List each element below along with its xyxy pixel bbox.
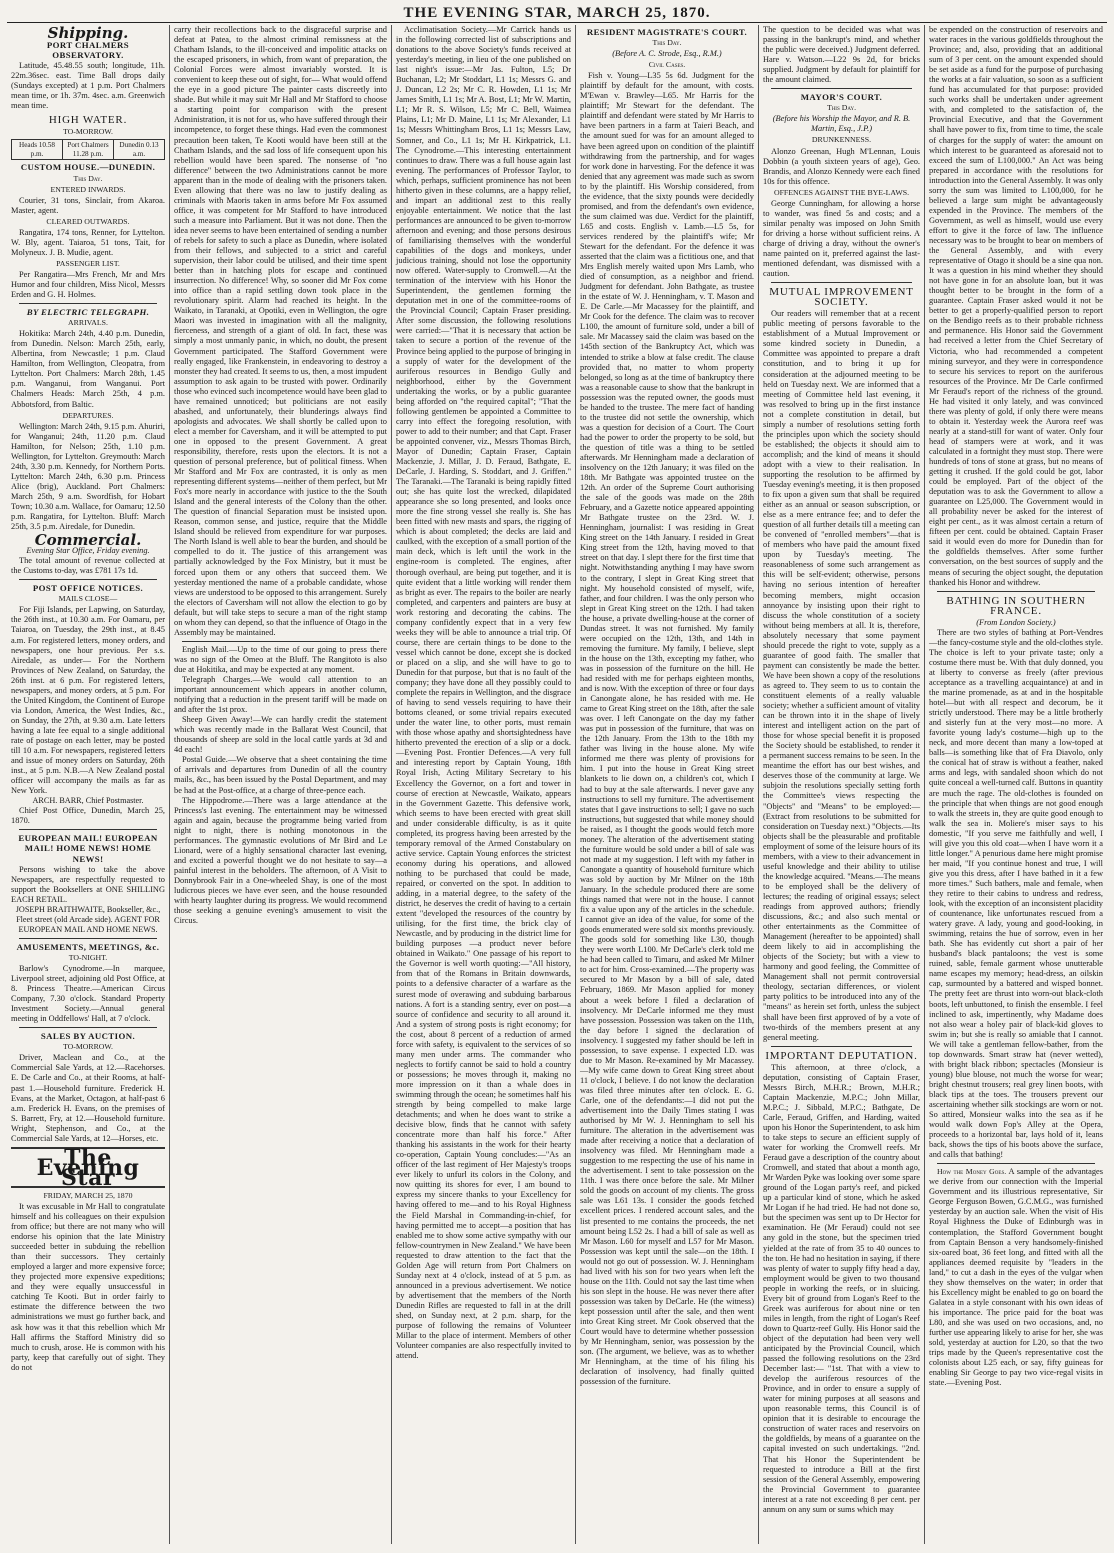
european-mail-text: Persons wishing to take the above Newspapers, are respectfully requested to support the Booksellers at ONE SHILLING EACH RETAIL. [11,864,165,904]
bylaws-heading: OFFENCES AGAINST THE BYE-LAWS. [773,187,910,197]
entered-text: Courier, 31 tons, Sinclair, from Akaroa. Master, agent. [11,195,165,215]
observatory-text: Latitude, 45.48.55 south; longitude, 11h. 22m.36sec. east. Time Ball drops daily (Sundays excepted) at 1 p.m. Port Chalmers mean time, or 1h. 37m. 4sec. a.m. Greenwich mean time. [11,61,165,111]
passenger-heading: PASSENGER LIST. [56,258,120,268]
column-6 [925,25,1107,1544]
deputation-heading: IMPORTANT DEPUTATION. [765,1049,918,1062]
post-office-sub: MAILS CLOSE— [58,594,118,604]
column-1 [7,25,170,1544]
european-mail-heading: EUROPEAN MAIL! EUROPEAN MAIL! HOME NEWS! HOME NEWS! [18,833,158,864]
observatory-heading: PORT CHALMERS OBSERVATORY. [46,40,130,61]
leader-continued: carry their recollections back to the disgraceful surprise and defeat at Patea, to the almost criminal remissness at the Chatham Islands, to the ill-conceived and impolitic attacks on the escaped prisoners, in which, from want of preparation, the Colonial Forces were almost invariably worsted. It is convenient to keep these out of sight, for— What would offend the eye in a good picture The painter casts discreetly into shade. But while it may suit Mr Hall and Mr Stafford to choose a starting point for comparison with the present Administration, it is not for us, who have suffered through their incompetence, to forget these things. Had even the commonest precaution been taken, Te Kooti would have been still at the Chatham Islands, and the sad loss of life consequent upon his rebellion would have been spared. The nonsense of "no difference" between the two Administrations cannot be more apparent than in the mode of dealing with the prisoners taken. Even allowing that there was no law to justify dealing as criminals with Maoris taken in arms before Mr Fox assumed office, it was competent for Mr Stafford to have introduced such a measure into Parliament. But it was not done. Then the idea never seems to have been entertained of sending a number of rebels for safety to such a place as Dunedin, where isolated from their fellows, and subjected to a strict and careful supervision, their labor could be utilised, and their time spent better than in hatching plots for escape and continued insurrection. No difference! Why, so sooner did Mr Fox come into office than a rapid settling down took place in the revolutionary spirit. Alarm had reached its height. In the Waikato, in Taranaki, at Opotiki, even in Wellington, the ogre Maori was invested in imagination with all the malignity, fierceness, and strength of a giant of old. In fact, these was simply a most unmanly panic, in which, no doubt, the present Government participated. The Stafford Government were really engaged, like Frankenstein, in endeavoring to destroy a monster they had created. It seems to us, then, a most impudent assumption to ask again to be trusted with power. Ordinarily those who evinced such incompetence would have been glad to have remained unnoticed; but politicians are not easily abashed, and unfortunately, their blunderings always find apologists and advocates. We shall shortly be called upon to elect a member for Caversham, and it will be attempted to put one in opposed to the present Government. A great responsibility, therefore, rests upon the electors. It is not a question of personal preference, but of political fitness. When Mr Stafford and Mr Fox are contrasted, it is only as men representing different systems—neither of them perfect, but Mr Fox's more nearly in accordance with justice to the the South Island and the general interests of the Colony than the other. The question of financial Separation must be insisted upon. Reason, common sense, and justice, require that the Middle Island should be relieved from expenditure for war purposes. The North Island is well able to bear the burden, and should be compelled to do it. The justice of this arrangement was partially acknowledged by the Fox Ministry, but it must be forced upon them or any others that succeed them. We yesterday mentioned the name of a probable candidate, whose views are understood to be opposed to this arrangement. Surely the electors of Caversham will not allow the election to go by default, but will take steps to secure a man of the right stamp on whom they can depend, so that the influence of Otago in the Assembly may be maintained. [174,25,387,637]
sales-text: Driver, Maclean and Co., at the Commercial Sale Yards, at 12.—Racehorses. E. De Carle and Co., at their Rooms, at half-past 1.—Household furniture. Frederick H. Evans, at the Market, Octagon, at half-past 6 a.m. Frederick H. Evans, on the premises of S. Barrett, Fry, at 12.—Household furniture. Wright, Stephenson, and Co., at the Commercial Sale Yards, at 12—Horses, etc. [11,1053,165,1143]
deputation-text: This afternoon, at three o'clock, a deputation, consisting of Captain Fraser, Messrs Birch, M.H.R.; Brown, M.H.R.; Captain Mackenzie, M.P.C.; John Millar, M.P.C.; J. Sibbald, M.P.C.; Bathgate, De Carle, Feraud, Griffen, and Harding, waited upon his Honor the Superintendent, to ask him to take steps to secure an efficient supply of water for working the Cromwell reefs. Mr Feraud gave a description of the country about Cromwell, and stated that about a month ago, Mr Warden Pyke was looking over some spare ground of the Logan party's reef, and picked up a particular kind of stone, which he asked Mr Logan if he had tried. He had not done so, but the specimen was sent up to Dr Hector for examination. He (Mr Feraud) could not see any gold in the stone, but the specimen tried yielded at the rate of from 35 to 40 ounces to the ton. He had no hesitation in saying, if there was plenty of water to supply fifty head a day, employment would be given to two thousand people in working the reefs, or in sluicing. Every bit of ground from Logan's Reef to the Greek was auriferous for about nine or ten miles in length, from the right of Logan's Reef down to Quartz-reef Gully. His Honor said the object of the deputation had been very well anticipated by the Provincial Council, which passed the following resolutions on the 23rd December last:— "1st. That with a view to develop the auriferous resources of the Province, and in order to ensure a supply of water for mining purposes at all seasons and upon reasonable terms, this Council is of opinion that it is desirable to encourage the construction of water races and reservoirs on the goldfields, by means of a guarantee on the capital invested on such undertakings. "2nd. That his Honor the Superintendent be requested to introduce a Bill at the first session of the General Assembly, empowering the Provincial Government to guarantee interest at a rate not exceeding 8 per cent. per annum on any sum or sums which may [763,1062,920,1514]
leader-text: It was excusable in Mr Hall to congratulate himself and his colleagues on their expulsion from office; but there are not many who will endorse his opinion that the late Ministry succeeded better in subduing the rebellion than their successors. They certainly employed a larger and more expensive force; they projected more expensive expeditions; and they were equally unsuccessful in catching Te Kooti. But in order fairly to estimate the difference between the two administrations we must go further back, and ask how was it that this rebellion which Mr Hall affirms the Stafford Ministry did so much to crush, arose. He is common with his party, keep that carefully out of sight. They do not [11,1201,165,1372]
departures-heading: DEPARTURES. [62,410,114,420]
customs-sub: This Day. [73,173,103,183]
mayor-court-before: (Before his Worship the Mayor, and R. B. Martin, Esq., J.P.) [772,114,911,134]
english-mail-item: English Mail.—Up to the time of our going to press there was no sign of the Omeo at the Bluff. The Rangitoto is also due at Hokitika, and may be expected at any moment. [174,644,387,674]
mutual-improvement-text: Our readers will remember that at a recent public meeting of persons favorable to the establishment of a Mutual Improvement or some kindred society in Dunedin, a Committee was appointed to prepare a draft constitution, and to bring it up for consideration at the adjourned meeting to be held on Tuesday next. We are informed that a meeting of Committee held last evening, it was resolved to bring up in the first instance not a complete constitution in detail, but simply a number of resolutions setting forth the principles upon which the society should be established; the objects it should aim to accomplish; and the kind of means it should adopt with a view to their realisation. In supporting the resolution to be affirmed by Tuesday evening's meeting, it is then proposed to fix upon a given sum that shall be required either as an annual or season subscription, or else as a mere entrance fee; and to defer the question of all further details till a meeting can be convened of "enrolled members"—that is of members who have paid the amount fixed upon by Tuesday's meeting. The reasonableness of some such arrangement as this will be self-evident; otherwise, persons having no serious intention of hereafter becoming members, might occasion annoyance by insisting upon their right to discuss the whole constitution of a society without being members at all. It is, therefore, absolutely necessary that some payment should precede the right to vote, supply as a guarantee of good faith. The smaller that payment can consistently be made the better. We have been shown a copy of the resolutions as agreed to. They seem to us to contain the constituent elements of a really valuable society; whether a sufficient amount of vitality can be thrown into it in the shape of lively interest and intelligent action on the part of those for whose special benefit it is proposed the Society should be established, to render it a permanent success remains to be seen. In the meantime the effort has our best wishes, and deserves those of the community at large. We subjoin the resolutions specially setting forth the Committee's views respecting the "Objects" and "Means" to be employed:— (Extract from resolutions to be submitted for consideration on Tuesday next.) "Objects.—Its objects shall be the pleasurable and profitable employment of some of the leisure hours of its members, with a view to their advancement in useful knowledge and their ability to utilise the knowledge acquired. "Means.—The means to be employed shall be the delivery of lectures; the reading of original essays; select readings from approved authors; friendly discussions, &c.; and also such mental or other entertainments as the Committee of Management (hereafter to be appointed) shall deem likely to aid in accomplishing the objects of the Society; but with a view to harmony and good feeling, the Committee of Management shall not permit controversial theology, sectarian differences, or violent party politics to be introduced into any of the "means" as herein set forth, unless the subject shall have been first approved of by a vote of two-thirds of the members present at any general meeting. [763,309,920,1042]
bylaws-text: George Cunningham, for allowing a horse to wander, was fined 5s and costs; and a similar penalty was imposed on John Smith for driving a horse without sufficient reins. A charge of driving a dray, without the owner's name painted on it, preferred against the last-mentioned defendant, was dismissed with a caution. [763,198,920,279]
post-office-date: Chief Post Office, Dunedin, March 25, 1870. [11,806,165,826]
columns [7,25,1107,1544]
rm-court-text: Fish v. Young—L35 5s 6d. Judgment for the plaintiff by default for the amount, with costs. M'Ewan v. Brawley—L65. Mr Harris for the plaintiff; Mr Stewart for the defendant. The plaintiff and defendant were stated by Mr Harris to have been partners in a farm at Taieri Beach, and the amount sued for was for an amount alleged to have been agreed upon on condition of the plaintiff withdrawing from the partnership, and for wages for work done in harvesting. For the defence it was denied that any agreement was made such as sworn to by the plaintiff. His Worship considered, from the evidence, that the sixty pounds were decidedly promised, and from the defendant's own evidence, the sum claimed was due. Verdict for the plaintiff, L65 and costs. English v. Lamb.—L5 5s, for services rendered by the plaintiff's wife; Mr Stewart for the defendant. For the defence it was asserted that the claim was a fictitious one, and that Mrs English merely waited upon Mrs Lamb, who died of consumption, as a neighbor and friend. Judgment for defendant. John Bathgate, as trustee in the estate of W. J. Henningham, v. T. Mason and E. De Carle.—Mr Macassey for the plaintiff, and Mr Cook for the defence. The claim was to recover L100, the amount of furniture sold, under a bill of sale. Mr Macassey said the claim was based on the 145th section of the Bankruptcy Act, which was intended to strike a blow at false credit. The clause provided that, no matter to whom property belonged, so long as at the time of bankruptcy there was a reasonable cause to show that the bankrupt in possession was the reputed owner, the goods must be handed to the trustee. The mere fact of handing to the trustee did not settle the ownership, which was a question for decision of a Court. The Court had the power to order the property to be sold, but the question of title was a thing to be settled afterwards. Mr Henningham made a declaration of insolvency on the 12th January; it was filed on the 18th. Mr Bathgate was appointed trustee on the 12th. An order of the Supreme Court authorising the sale of the goods was made on the 28th February, and a Gazette notice appeared appointing Mr Bathgate trustee on the 23rd. W. J. Henningham, journalist: I was residing in Great King street on the 14th January. I resided in Great King street from the 12th, having moved to that street on that day. I slept there for the first time that night. Notwithstanding anything I may have sworn to the contrary, I slept in Great King street that night. My household consisted of myself, wife, father, and four children. I was the only person who slept in Great King street on the 12th. I had taken the house, a private dwelling-house at the corner of Dundas street. It was not furnished. My family were occupied on the 12th, 13th, and 14th in removing the furniture. My family, I believe, slept in the house on the 13th, excepting my father, who was in possession of the furniture on the hill. He had resided with me for perhaps eighteen months, and is now. With the exception of three or four days in Canongate alone, he has resided with me. He came to Great King street on the 18th, after the sale was over. I left Canongate on the day my father was put in possession of the furniture, that was on the 12th January. From the 13th to the 18th my father was living in the house alone. My wife informed me there was plenty of provisions for him. I put into the house in Great King street blankets to lie down on, a children's cot, which I had to buy at the sale afterwards. I never gave any instructions to sell my furniture. The advertisement states that I gave instructions to sell; I gave no such instructions, but suggested that while money should be raised, as I thought the goods would fetch more money. The alteration of the advertisement stating the furniture would be sold under a bill of sale was not made at my suggestion. I left with my father in Canongate a quantity of household furniture which was sold by auction by Mr Milner on the 18th January. In the schedule produced there are some things named that were not in the house. I cannot fix a value upon any of the articles in the schedule. I cannot give an idea of the value, for some of the goods enumerated were sold six months previously. The goods sold for something like L30, though they were worth L100. Mr DeCarle's clerk told me he had been called to Timaru, and asked Mr Milner to act for him. Cross-examined.—The property was secured to Mr Mason by a bill of sale, dated February, 1869. Mr Mason applied for money about a week before I filed a declaration of insolvency. Mr DeCarle informed me they must have possession. Possession was taken on the 11th, the day before I signed the declaration of insolvency. I suggested my father should be left in possession, to save expense. I expected I.D. was due to Mr Mason. Re-examined by Mr Macassey.—My wife came down to Great King street about 11 o'clock, I believe. I do not know the declaration was filed three minutes after ten o'clock. E. G. Carle, one of the defendants:—I did not put the advertisement into the Daily Times stating I was authorised by Mr W. J. Henningham to sell his furniture. The alteration in the advertisement was made after receiving a notice that a declaration of insolvency was filed. Mr Henningham made a suggestion to me respecting the use of his name in the advertisement. I sent to take possession on the 11th. I was there once before the sale. Mr Milner sold the goods on account of my clients. The gross sale was L61 13s. I consider the goods fetched excellent prices. I rendered account sales, and the list presented to me contains the proceeds, the net amount being L52 2s. I had a bill of sale as well as Mr Mason. L60 for myself and L57 for Mr Mason. Possession was kept until the sale—on the 18th. I would not go out of possession. W. J. Henningham had lived with his son for two years when left the house on the 11th. Could not say the last time when his son slept in the house. He was never there after possession was taken by DeCarle. He (the witness) kept possession until after the sale, and then went into Great King street. Mr Cook observed that the Court would have to determine whether possession by Mr Henningham, senior, was possession by the son. (The argument, we believe, was as to whether Mr Henningham, at the time of his filing his declaration of insolvency, had finally quitted possession of the furniture. [580,71,754,1387]
braithwaite-advert: JOSEPH BRAITHWAITE, Bookseller, &c., Fleet street (old Arcade side). AGENT FOR EUROPEAN MAIL AND HOME NEWS. [15,904,161,934]
divider [19,829,157,830]
rm-court-sub: This Day. [652,38,682,48]
commercial-sub: Evening Star Office, Friday evening. [26,546,150,556]
telegraph-heading: BY ELECTRIC TELEGRAPH. [26,307,150,318]
rm-court-before: (Before A. C. Strode, Esq., R.M.) [612,49,722,59]
column-4 [576,25,759,1544]
page-masthead: THE EVENING STAR, MARCH 25, 1870. [7,4,1107,23]
commercial-title: Commercial. [34,531,142,550]
local-news-text: Acclimatisation Society.—Mr Carrick hands us in the following corrected list of subscriptions and donations to the above Society's funds received at yesterday's meeting, in lieu of the one published on last night's issue:—Mr Jas. Fulton, L5; Dr Buchanan, L2; Mr Stoddart, L1 1s; Messrs G. and J. Duncan, L2 2s; Mr C. R. Howden, L1 1s; Mr James Smith, L1 1s; Mr A. Bost, L1; Mr W. Martin, L1; Mr R. S. Wilson, L5; Mr C. Bell, Waimea Plains, L1; Mr D. Maine, L1 1s; Mr Alexander, L1 1s; Messrs Whittingham Bros, L1 1s; Messrs Law, Somner, and Co., L1 1s; Mr H. Kirkpatrick, L1. The Cynodrome.—This interesting entertainment continues to draw. There was a full house again last evening. The performances of Professor Taylor, to which, perhaps, sufficient prominence has not been hitherto given in these columns, are a happy relief, and impart an additional zest to this really enjoyable entertainment. We notice that the last performances are announced to be given to-morrow afternoon and evening; and those persons desirous of familiarising themselves with the wonderful capabilities of the dogs and monkeys, under judicious training, should not lose the opportunity now offered. Water-supply to Cromwell.—At the termination of the interview with his Honor the Superintendent, the gentlemen forming the deputation met in one of the committee-rooms of the Provincial Council; Captain Fraser presiding. After some discussion, the following resolutions were carried:—"That it is necessary that action be taken to secure a portion of the revenue of the Province being applied to the purpose of bringing in a supply of water for the development of the auriferous resources in Bendigo Gully and neighborhood, either by the Government undertaking the works, or by a public guarantee being afforded on "the required capital"; "That the following gentlemen be appointed a Committee to carry into effect the foregoing resolution, with power to add to their number; and that Capt. Fraser be appointed convener, viz., Messrs Thomas Birch, Mayor of Dunedin; Captain Fraser, Captain Mackenzie, J. Millar, J. D. Feraud, Bathgate, E. DeCarle, J. Harding, S. Stoddart, and J. Griffen." The Taranaki.—The Taranaki is being rapidly fitted out; she has quite lost the wrecked, dilapidated appearance she so long presented, and looks once more the fine strong vessel she really is. She has been fitted with new masts and spars, the rigging of which is about completed; the decks are laid and caulked, with the exception of a small portion of the main deck, which is left until the work in the engine-room is completed. The engines, after thorough overhaul, are being put together, and it is quite evident that a little working will render them as bright as ever. The repairs to the boiler are nearly completed, and carpenters and painters are busy at work restoring and decorating the cabins. The company confidently expect that in a very few weeks they will be able to announce a trial trip. Of course, there are certain things to be done to the vessel which cannot be done, except she is docked or placed on a slip, and she will have to go to Dunedin for that purpose, but that is no fault of the company; they have done all they possibly could to complete the repairs in Wellington, and the disgrace of having to send vessels requiring to have their bottoms cleaned, or some trivial repairs executed under the water line, to other ports, must remain with those whose apathy and shortsightedness have hitherto prevented the erection of a slip or a dock.—Evening Post. Frontier Defences.—A very full and interesting report by Captain Young, 18th Royal Irish, Acting Military Secretary to his Excellency the Governor, on a fort and tower in course of erection at Newcastle, Waikato, appears in the Government Gazette. This defensive work, which seems to have been erected with great skill and under considerable difficulty, is as it quite completed, its progress having been arrested by the temporary removal of the Armed Constabulary on active service. Captain Young enforces the strictest economy during his operations, and allowed nothing to be purchased that could be made, repaired, or converted on the spot. In addition to adding, in a material degree, to the safety of the district, he deserves the credit of having to a certain extent "developed the resources of the country by utilising, for the first time, the brick clay of Newcastle, and by producing in the district lime for building purposes —a product never before obtained in Waikato." One passage of his report to the Governor is well worth quoting:—"All history, from that of the Romans in Britain downwards, points to a defensive character of a warfare as the surest mode of overawing and subduing barbarous nations. A fort is a standing sentry, ever on post—a source of confidence and security to all around it. And a system of strong posts is right economy; for the cost, about 8 percent of a reduction of armed force with safety, is equivalent to the services of so many men under arms. The commander who neglects to fortify cannot be said to hold a country or possessions; he moves through it, making no more impression on it than a whale does in swimming through the ocean; he sometimes half his strength by being compelled to make large detachments; and when he does want to strike a decisive blow, finds that he cannot with safety concentrate more than half his force." After thanking his assistants in the work for their hearty co-operation, Captain Young concludes:—"As an officer of the last regiment of Her Majesty's troops ever likely to unfurl its colors in the Colony, and now quitting its shores for ever, I am bound to express my sincere thanks to your Excellency for having offered to me—and to his Royal Highness the Field Marshal in Commanding-in-chief, for having permitted me to accept—a position that has enabled me to show some active sympathy with our fellow-countrymen in New Zealand." We have been requested to draw attention to the fact that the Golden Age will return from Port Chalmers on Sunday next at 4 o'clock, instead of at 5 p.m. as announced in a previous advertisement. We notice by advertisement that the members of the North Dunedin Rifles are requested to fall in at the drill shed, on Sunday next, at 2 p.m. sharp, for the purpose of following the remains of Volunteer Millar to the place of interment. Members of other Volunteer companies are also respectfully invited to attend. [396,25,571,1361]
money-text: A sample of the advantages we derive from our connection with the Imperial Government and its illustrious representative, Sir George Ferguson Bowen, G.C.M.G., was furnished yesterday by an auction sale. When the visit of His Royal Highness the Duke of Edinburgh was in contemplation, the Stafford Government bought from Captain Benson a very handsomely-finished six-oared boat, 36 feet long, and fitted with all the appliances deemed requisite by "leaders in the land," to cut a dash in the eyes of the vulgar when they show themselves on the water; in order that his Excellency might be enabled to go on board the Galatea in a style consonant with his own ideas of his importance. The price paid for the boat was L80, and she was used on two occasions, and, no further use appearing likely to arise for her, she was sold, yesterday at auction for L20, so that the two trips made by the Queen's representative cost the colonists about L25 each, or say, fifty guineas for enabling Sir George to pay two vice-regal visits in state.—Evening Post. [929,1167,1103,1388]
bathing-source: (From London Society.) [976,617,1056,627]
sheep-item: Sheep Given Away!—We can hardly credit the statement which was recently made in the Ballarat West Council, that thousands of sheep are sold in the local cattle yards at 3d and 4d each! [174,715,387,755]
bathing-heading: BATHING IN SOUTHERN FRANCE. [946,594,1086,617]
postal-guide-item: Postal Guide.—We observe that a sheet containing the time of arrivals and departures from Dunedin of all the country mails, &c., has been issued by the Postal Department, and may be had at the Post-office, at a charge of three-pence each. [174,755,387,795]
bathing-text: There are two styles of bathing at Port-Vendres—the fancy-costume style and the old-clothes style. The choice is left to your private taste; only a costume there must be. With that duly donned, you at liberty to converse as freely (after previous acceptance as a travelling acquaintance) at and in the marine promenade, as at and in the hospitable hotel—but with all respect and decorum, be it strictly understood. There may be a little brotherly and sisterly fun at the very most—no more. A favorite young lady's costume—high up to the neck, and more decent than many a low-toped at balls—is something like that of Fra Diavolo, only the conical hat of straw is without a feather, naked arms and legs, with sandaled shoon which do not quite conceal a well-turned calf. Buttons in quantity are much the rage. The old-clothes is founded on the principle that when things are not good enough to walk the streets in, they are quite good enough to walk the sea in. Moliere's miser says to his domestic, "If you serve me faithfully and well, I will give you this old coat—when I have worn it a little longer." A penurious dame here might promise her maid, "If you continue honest and true, I will give you this dress, after I have bathed in it a few more times." Such bathers, male and female, when they retire to their cabins to undress and redress, look, with the exception of an inconsistent placidity of countenance, like unfortunates rescued from a watery grave. A lady, young and good-looking, in swimming, retains the hue of sorrow, even in her bath. She has evidently cut short a pair of her husband's black pantaloons; the vest is some ruined, sable, female garment whose unutterable name escapes my memory; head-dress, an oilskin cap, surmounted by a battered and wisped bonnet. The pretty feet are thrust into worn-out black-cloth boots, left unbuttoned, to finish the ensemble. I feel inclined to ask, impertinently, why Madame does not also wear a holey pair of black-kid gloves to swim in; but she is really so amiable that I cannot. We will take a gentleman fellow-bather, from the top downwards. Smart straw hat (never wetted), with bright black ribbon; spectacles (Monsieur is young) blue blouse, not much the worse for wear; bright chestnut trousers; real grey linen boots, with black tips at the toes. The trousers prevent our ascertaining whether silk stockings are worn or not. So attired, Monsieur walks into the sea as if he would walk down Fop's Alley at the Opera, proceeds to a horizontal bar, lays hold of it, leans back, shows the tips of his boots above the surface, and calls that bathing! [929,627,1103,1160]
shipping-title: Shipping. [47,25,129,42]
hippodrome-item: The Hippodrome.—There was a large attendance at the Princess's last evening. The entertainment may be witnessed again and again, because the programme being varied from night to night, there is nothing monotonous in the performances. The gymnastic evolutions of Mr Bird and Le Lionard, were of a highly sensational character last evening, and excited a powerful thought we do not hesitate to say—a painful interest in the beholders. The afternoon, of A Visit to Donnybrook Fair in a One-wheeled Shay, is one of the most ludicrous pieces we have ever seen, and the house resounded with hearty laughter during its progress. We would recommend those seeking a genuine evening's amusement to visit the Circus. [174,795,387,926]
newspaper-page [7,4,1107,1545]
column-2 [170,25,392,1544]
divider [937,591,1095,592]
tide-dunedin: Dunedin 0.13 a.m. [119,141,159,158]
post-office-heading: POST OFFICE NOTICES. [32,583,144,594]
passenger-text: Per Rangatira—Mrs French, Mr and Mrs Humor and four children, Miss Nicol, Messrs Erden and G. H. Holmes. [11,269,165,300]
civil-cases-heading: Civil Cases. [648,60,686,70]
mutual-improvement-heading: MUTUAL IMPROVEMENT SOCIETY. [769,286,914,309]
divider [937,1163,1095,1164]
amusements-sub: TO-NIGHT. [68,952,108,962]
divider [19,579,157,580]
tide-heads: Heads 10.58 p.m. [12,140,63,159]
departures-text: Wellington: March 24th, 9.15 p.m. Ahuriri, for Wanganui; 24th, 11.20 p.m. Claud Hamilton, for Nelson; 25th, 1.10 p.m. Wellington, for Lyttelton. Greymouth: March 24th, 3.30 p.m. Kennedy, for Northern Ports. Lyttelton: March 24th, 6.30 p.m. Princess Alice (brig), Auckland. Port Chalmers: March 25th, 9 a.m. Swordfish, for Hobart Town; 10.30 a.m. Wallace, for Oamaru; 12.50 p.m. Rangatira, for Lyttelton. Bluff: March 25th, 3.5 p.m. Airedale, for Dunedin. [11,421,165,532]
mayor-court-sub: This Day. [826,103,857,113]
divider [19,303,157,304]
sales-sub: TO-MORROW. [62,1042,114,1052]
evening-star-masthead: The Evening Star [36,1144,140,1191]
drunkenness-heading: DRUNKENNESS. [811,135,872,145]
divider [771,88,912,89]
rm-court-heading: RESIDENT MAGISTRATE'S COURT. [586,27,748,37]
divider [19,938,157,939]
arrivals-text: Hokitika: March 24th, 4.40 p.m. Dunedin, from Dunedin. Nelson: March 25th, early, Albertina, from Newcastle; 1 p.m. Claud Hamilton, from Wellington, Cleopatra, from Lyttelton. Port Chalmers: March 28th, 1.45 p.m. Wanganui, from Wanganui. Port Chalmers Heads: March 25th, 4 p.m. Abbotsford, from Baltic. [11,329,165,409]
post-office-signature: ARCH. BARR, Chief Postmaster. [32,796,144,806]
telegraph-charges-item: Telegraph Charges.—We would call attention to an important announcement which appears in another column, notifying that a reduction in the present tariff will be made on and after the 1st prox. [174,675,387,715]
arrivals-heading: ARRIVALS. [68,318,108,328]
post-office-text: For Fiji Islands, per Lapwing, on Saturday, the 26th inst., at 10.30 a.m. For Oamaru, per Taiaroa, on Tuesday, the 29th inst., at 8.45 a.m. For registered letters, money orders, and newspapers, one hour previous. Per s.s. Airedale, as under— For the Northern Provinces of New Zealand, on Saturday, the 26th inst. at 6 p.m. For registered letters, newspapers, and money orders, at 5 p.m. For the United Kingdom, the Continent of Europe via London, America, the West Indies, &c., on Sunday, the 27th, at 9.30 a.m. Late letters having a late fee equal to a single additional rate of postage on each letter, may be posted till 10 a.m. For newspapers, registered letters and issue of money orders on Saturday, 26th inst., at 5 p.m. N.B.—A New Zealand postal officer will accompany the mails as far as New York. [11,605,165,796]
high-water-sub: TO-MORROW. [62,127,114,137]
amusements-heading: AMUSEMENTS, MEETINGS, &c. [16,941,160,952]
customs-heading: CUSTOM HOUSE.—DUNEDIN. [20,162,156,173]
cleared-text: Rangatira, 174 tons, Renner, for Lyttelton. W. Bly, agent. Taiaroa, 51 tons, Tait, for Molyneux. J. B. Mudie, agent. [11,227,165,257]
column-5 [759,25,925,1544]
divider [771,1046,912,1047]
deputation-continued: be expended on the construction of reservoirs and water races in the various goldfields throughout the Province; and, also, providing that an additional sum of 3 per cent. on the amount expended should be set aside as a fund for the purpose of purchasing the works at a fair valuation, so soon as a sufficient fund has accumulated for that purpose: provided such works shall be undertaken under agreement with, and completed to the satisfaction of, the Provincial Executive, and that the Government shall have power to fix, from time to time, the scale of charges for the supply of water: the amount on which interest to be guaranteed as aforesaid not to exceed the sum of L100,000." An Act was being prepared in accordance with the resolutions for introduction into the General Assembly. It was only sorry the sum was limited to L100,000, for he believed a large sum might be advantageously expended in the Province. The members of the Government, as well as himself, would use every effort to give it the force of law. The influence necessary was to be brought to bear on members of the General Assembly, and with every representative of Otago it should be a sine qua non. It was a question in his mind whether they should not have gone in for an absolute loan, but it was thought better to be brought in the form of a guarantee. Captain Fraser asked would it not be better to get a properly-qualified person to report on the Bendigo reefs as to their probable richness and permanence. His Honor said the Government had received a letter from the Chief Secretary of Victoria, who had recommended a competent mining surveyor, and they were in correspondence to secure his services to report on the auriferous resources of the Province. Mr De Carle confirmed Mr Feraud's report of the richness of the ground. He had visited it only lately, and was convinced there was plenty of gold, if only there were means to obtain it. Yesterday week the Aurora reef was nearly at a stand-still for want of water. Only four head of stampers were at work, and it was calculated in a fortnight they must stop. There were hundreds of tons of stone at grass, but no means of getting it crushed. If the gold could be got, labor could be employed. Part of the object of the deputation was to ask the Government to allow a guarantee on L25,000. The Government would in all probability never be asked for the interest of eight per cent., as it was almost certain a return of fifteen per cent. could be obtained. Captain Fraser said it would even do more for Dunedin than for the goldfields themselves. After some further conversation, on the best sources of supply and the means of securing the object sought, the deputation thanked his Honor and withdrew. [929,25,1103,587]
court-continued: The question to be decided was what was passing in the bankrupt's mind, and whether the public were deceived.) Judgment deferred. Hare v. Watson.—L22 9s 2d, for bricks supplied. Judgment by default for plaintiff for the amount claimed. [763,25,920,85]
divider [771,282,912,283]
column-3 [392,25,576,1544]
mayor-court-text: Alonzo Greenan, Hugh M'Lennan, Louis Dobbin (a youth sixteen years of age), Geo. Brandis, and Alonzo Kennedy were each fined 10s for this offence. [763,146,920,186]
high-water-heading: HIGH WATER. [48,114,128,127]
money-paragraph [929,1167,1103,1388]
sales-heading: SALES BY AUCTION. [40,1031,136,1042]
tide-table [11,139,165,160]
amusements-text: Barlow's Cynodrome.—In marquee, Liverpool street, adjoining old Post Office, at 8. Princess Theatre.—American Circus Company, 7.30 o'clock. Standard Property Investment Society.—Annual general meeting in Oddfellows' Hall, at 7 o'clock. [11,963,165,1024]
commercial-text: The total amount of revenue collected at the Customs to-day, was £781 17s 1d. [11,556,165,576]
mayor-court-heading: MAYOR'S COURT. [800,92,883,103]
divider [182,641,379,642]
entered-heading: ENTERED INWARDS. [50,184,126,194]
tide-port-chalmers: Port Chalmers 11.28 p.m. [63,140,114,159]
cleared-heading: CLEARED OUTWARDS. [46,216,130,226]
money-heading: How the Money Goes. [937,1167,1007,1177]
divider [19,1027,157,1028]
issue-date: FRIDAY, MARCH 25, 1870 [43,1190,133,1200]
